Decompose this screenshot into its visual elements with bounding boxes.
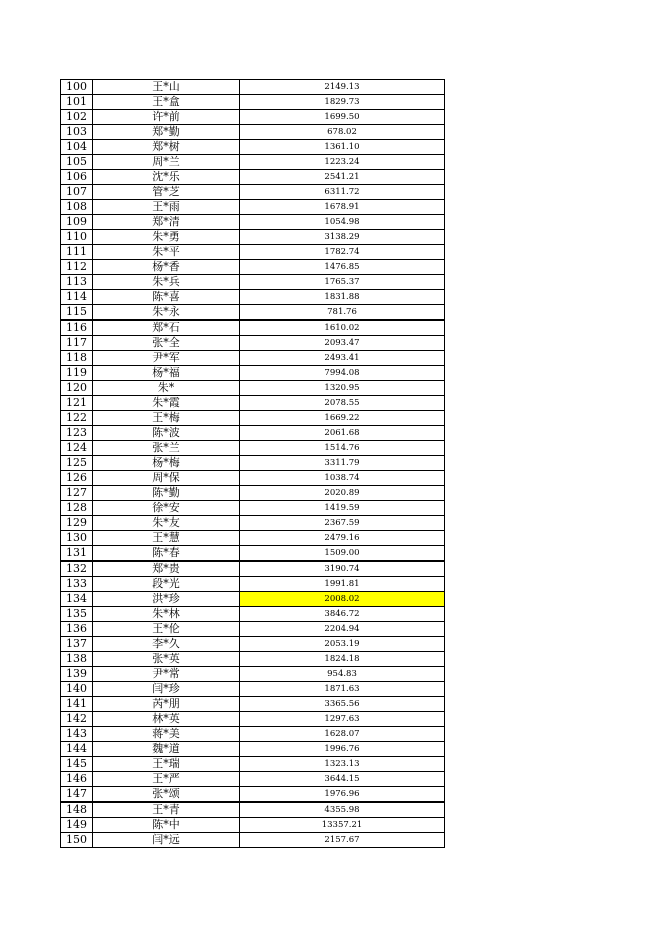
amount-cell[interactable]: 2204.94 [240, 622, 445, 637]
amount-cell[interactable]: 1765.37 [240, 275, 445, 290]
table-row [61, 320, 445, 336]
table-row [61, 140, 445, 155]
row-number-cell[interactable]: 146 [61, 772, 93, 787]
table-row [61, 381, 445, 396]
row-number-cell[interactable]: 125 [61, 456, 93, 471]
name-cell[interactable]: 王*慧 [93, 531, 240, 546]
row-number-cell[interactable]: 134 [61, 592, 93, 607]
amount-cell[interactable]: 4355.98 [240, 802, 445, 818]
row-number-cell[interactable]: 111 [61, 245, 93, 260]
row-number-cell[interactable]: 120 [61, 381, 93, 396]
table-row [61, 667, 445, 682]
amount-cell[interactable]: 1514.76 [240, 441, 445, 456]
row-number-cell[interactable]: 135 [61, 607, 93, 622]
table-row [61, 727, 445, 742]
amount-cell[interactable]: 2053.19 [240, 637, 445, 652]
name-cell[interactable]: 王*梅 [93, 411, 240, 426]
amount-cell[interactable]: 1824.18 [240, 652, 445, 667]
amount-cell[interactable]: 1361.10 [240, 140, 445, 155]
table-row [61, 411, 445, 426]
name-cell[interactable]: 闫*珍 [93, 682, 240, 697]
row-number-cell[interactable]: 127 [61, 486, 93, 501]
name-cell[interactable]: 王*伦 [93, 622, 240, 637]
table-row [61, 486, 445, 501]
amount-cell[interactable]: 2020.89 [240, 486, 445, 501]
name-cell[interactable]: 张*兰 [93, 441, 240, 456]
row-number-cell[interactable]: 115 [61, 305, 93, 321]
table-row [61, 818, 445, 833]
table-row [61, 80, 445, 95]
table-row [61, 757, 445, 772]
row-number-cell[interactable]: 143 [61, 727, 93, 742]
row-number-cell[interactable]: 132 [61, 561, 93, 577]
name-cell[interactable]: 闫*远 [93, 833, 240, 848]
amount-cell[interactable]: 1699.50 [240, 110, 445, 125]
amount-cell[interactable]: 1829.73 [240, 95, 445, 110]
name-cell[interactable]: 魏*道 [93, 742, 240, 757]
row-number-cell[interactable]: 113 [61, 275, 93, 290]
amount-cell[interactable]: 2093.47 [240, 336, 445, 351]
table-row [61, 170, 445, 185]
name-cell[interactable]: 王*严 [93, 772, 240, 787]
row-number-cell[interactable]: 109 [61, 215, 93, 230]
row-number-cell[interactable]: 105 [61, 155, 93, 170]
row-number-cell[interactable]: 126 [61, 471, 93, 486]
table-row [61, 637, 445, 652]
amount-cell[interactable]: 1831.88 [240, 290, 445, 305]
table-row [61, 516, 445, 531]
name-cell[interactable]: 尹*常 [93, 667, 240, 682]
table-row [61, 215, 445, 230]
name-cell[interactable]: 朱*林 [93, 607, 240, 622]
name-cell[interactable]: 王*瑞 [93, 757, 240, 772]
name-cell[interactable]: 王*山 [93, 80, 240, 95]
name-cell[interactable]: 芮*朋 [93, 697, 240, 712]
amount-cell[interactable]: 3311.79 [240, 456, 445, 471]
amount-cell[interactable]: 1628.07 [240, 727, 445, 742]
spreadsheet-table [60, 79, 445, 848]
amount-cell[interactable]: 2061.68 [240, 426, 445, 441]
row-number-cell[interactable]: 101 [61, 95, 93, 110]
row-number-cell[interactable]: 130 [61, 531, 93, 546]
name-cell[interactable]: 陈*喜 [93, 290, 240, 305]
row-number-cell[interactable]: 116 [61, 320, 93, 336]
table-row [61, 697, 445, 712]
name-cell[interactable]: 王*盒 [93, 95, 240, 110]
name-cell[interactable]: 朱*霞 [93, 396, 240, 411]
name-cell[interactable]: 许*前 [93, 110, 240, 125]
row-number-cell[interactable]: 123 [61, 426, 93, 441]
name-cell[interactable]: 朱*永 [93, 305, 240, 321]
table-row [61, 245, 445, 260]
row-number-cell[interactable]: 112 [61, 260, 93, 275]
row-number-cell[interactable]: 121 [61, 396, 93, 411]
row-number-cell[interactable]: 140 [61, 682, 93, 697]
amount-cell[interactable]: 781.76 [240, 305, 445, 321]
name-cell[interactable]: 朱*平 [93, 245, 240, 260]
row-number-cell[interactable]: 108 [61, 200, 93, 215]
table-row [61, 396, 445, 411]
name-cell[interactable]: 沈*乐 [93, 170, 240, 185]
name-cell[interactable]: 王*青 [93, 802, 240, 818]
amount-cell[interactable]: 1991.81 [240, 577, 445, 592]
name-cell[interactable]: 郑*勤 [93, 125, 240, 140]
name-cell[interactable]: 郑*石 [93, 320, 240, 336]
row-number-cell[interactable]: 133 [61, 577, 93, 592]
row-number-cell[interactable]: 139 [61, 667, 93, 682]
row-number-cell[interactable]: 128 [61, 501, 93, 516]
name-cell[interactable]: 陈*中 [93, 818, 240, 833]
row-number-cell[interactable]: 148 [61, 802, 93, 818]
table-row [61, 577, 445, 592]
row-number-cell[interactable]: 122 [61, 411, 93, 426]
name-cell[interactable]: 朱* [93, 381, 240, 396]
name-cell[interactable]: 王*雨 [93, 200, 240, 215]
table-row [61, 305, 445, 321]
amount-cell[interactable]: 2367.59 [240, 516, 445, 531]
row-number-cell[interactable]: 150 [61, 833, 93, 848]
name-cell[interactable]: 徐*安 [93, 501, 240, 516]
table-row [61, 546, 445, 562]
table-row [61, 200, 445, 215]
table-row [61, 772, 445, 787]
table-row [61, 622, 445, 637]
name-cell[interactable]: 尹*军 [93, 351, 240, 366]
table-row [61, 275, 445, 290]
name-cell[interactable]: 郑*清 [93, 215, 240, 230]
table-row [61, 531, 445, 546]
amount-cell[interactable]: 1669.22 [240, 411, 445, 426]
amount-cell[interactable]: 1054.98 [240, 215, 445, 230]
table-row [61, 260, 445, 275]
amount-cell[interactable]: 1323.13 [240, 757, 445, 772]
amount-cell[interactable]: 2008.02 [240, 592, 445, 607]
amount-cell[interactable]: 1976.96 [240, 787, 445, 803]
table-row [61, 336, 445, 351]
table-row [61, 592, 445, 607]
table-row [61, 802, 445, 818]
amount-cell[interactable]: 1509.00 [240, 546, 445, 562]
amount-cell[interactable]: 7994.08 [240, 366, 445, 381]
row-number-cell[interactable]: 149 [61, 818, 93, 833]
name-cell[interactable]: 林*英 [93, 712, 240, 727]
amount-cell[interactable]: 1678.91 [240, 200, 445, 215]
table-row [61, 471, 445, 486]
row-number-cell[interactable]: 147 [61, 787, 93, 803]
amount-cell[interactable]: 3846.72 [240, 607, 445, 622]
amount-cell[interactable]: 2157.67 [240, 833, 445, 848]
row-number-cell[interactable]: 141 [61, 697, 93, 712]
amount-cell[interactable]: 1610.02 [240, 320, 445, 336]
name-cell[interactable]: 陈*波 [93, 426, 240, 441]
table-row [61, 290, 445, 305]
amount-cell[interactable]: 2541.21 [240, 170, 445, 185]
row-number-cell[interactable]: 117 [61, 336, 93, 351]
amount-cell[interactable]: 954.83 [240, 667, 445, 682]
name-cell[interactable]: 朱*友 [93, 516, 240, 531]
name-cell[interactable]: 陈*勤 [93, 486, 240, 501]
name-cell[interactable]: 李*久 [93, 637, 240, 652]
table-row [61, 351, 445, 366]
name-cell[interactable]: 杨*福 [93, 366, 240, 381]
amount-cell[interactable]: 1476.85 [240, 260, 445, 275]
name-cell[interactable]: 陈*春 [93, 546, 240, 562]
row-number-cell[interactable]: 124 [61, 441, 93, 456]
name-cell[interactable]: 管*芝 [93, 185, 240, 200]
amount-cell[interactable]: 13357.21 [240, 818, 445, 833]
name-cell[interactable]: 杨*香 [93, 260, 240, 275]
name-cell[interactable]: 张*英 [93, 652, 240, 667]
amount-cell[interactable]: 1320.95 [240, 381, 445, 396]
table-row [61, 366, 445, 381]
amount-cell[interactable]: 2493.41 [240, 351, 445, 366]
amount-cell[interactable]: 3644.15 [240, 772, 445, 787]
table-row [61, 125, 445, 140]
row-number-cell[interactable]: 114 [61, 290, 93, 305]
amount-cell[interactable]: 1297.63 [240, 712, 445, 727]
name-cell[interactable]: 张*颂 [93, 787, 240, 803]
row-number-cell[interactable]: 103 [61, 125, 93, 140]
name-cell[interactable]: 朱*勇 [93, 230, 240, 245]
row-number-cell[interactable]: 100 [61, 80, 93, 95]
name-cell[interactable]: 蒋*美 [93, 727, 240, 742]
name-cell[interactable]: 朱*兵 [93, 275, 240, 290]
name-cell[interactable]: 周*兰 [93, 155, 240, 170]
amount-cell[interactable]: 3365.56 [240, 697, 445, 712]
table-row [61, 441, 445, 456]
amount-cell[interactable]: 1996.76 [240, 742, 445, 757]
name-cell[interactable]: 周*保 [93, 471, 240, 486]
amount-cell[interactable]: 1223.24 [240, 155, 445, 170]
amount-cell[interactable]: 2078.55 [240, 396, 445, 411]
table-row [61, 185, 445, 200]
amount-cell[interactable]: 2149.13 [240, 80, 445, 95]
name-cell[interactable]: 郑*贵 [93, 561, 240, 577]
table-row [61, 787, 445, 803]
amount-cell[interactable]: 6311.72 [240, 185, 445, 200]
amount-cell[interactable]: 1419.59 [240, 501, 445, 516]
amount-cell[interactable]: 1038.74 [240, 471, 445, 486]
name-cell[interactable]: 杨*梅 [93, 456, 240, 471]
name-cell[interactable]: 张*全 [93, 336, 240, 351]
table-row [61, 833, 445, 848]
row-number-cell[interactable]: 131 [61, 546, 93, 562]
table-row [61, 607, 445, 622]
table-row [61, 652, 445, 667]
amount-cell[interactable]: 678.02 [240, 125, 445, 140]
table-row [61, 110, 445, 125]
row-number-cell[interactable]: 137 [61, 637, 93, 652]
table-row [61, 456, 445, 471]
table-row [61, 230, 445, 245]
row-number-cell[interactable]: 102 [61, 110, 93, 125]
table-row [61, 501, 445, 516]
row-number-cell[interactable]: 106 [61, 170, 93, 185]
row-number-cell[interactable]: 129 [61, 516, 93, 531]
amount-cell[interactable]: 1782.74 [240, 245, 445, 260]
row-number-cell[interactable]: 104 [61, 140, 93, 155]
amount-cell[interactable]: 1871.63 [240, 682, 445, 697]
table-row [61, 712, 445, 727]
name-cell[interactable]: 洪*珍 [93, 592, 240, 607]
table-row [61, 682, 445, 697]
name-cell[interactable]: 郑*树 [93, 140, 240, 155]
amount-cell[interactable]: 3138.29 [240, 230, 445, 245]
row-number-cell[interactable]: 119 [61, 366, 93, 381]
table-row [61, 155, 445, 170]
row-number-cell[interactable]: 145 [61, 757, 93, 772]
table-row [61, 742, 445, 757]
row-number-cell[interactable]: 118 [61, 351, 93, 366]
amount-cell[interactable]: 2479.16 [240, 531, 445, 546]
row-number-cell[interactable]: 107 [61, 185, 93, 200]
row-number-cell[interactable]: 136 [61, 622, 93, 637]
table-row [61, 426, 445, 441]
row-number-cell[interactable]: 144 [61, 742, 93, 757]
name-cell[interactable]: 段*光 [93, 577, 240, 592]
row-number-cell[interactable]: 110 [61, 230, 93, 245]
row-number-cell[interactable]: 142 [61, 712, 93, 727]
table-row [61, 561, 445, 577]
row-number-cell[interactable]: 138 [61, 652, 93, 667]
amount-cell[interactable]: 3190.74 [240, 561, 445, 577]
table-body [61, 80, 445, 848]
table-row [61, 95, 445, 110]
